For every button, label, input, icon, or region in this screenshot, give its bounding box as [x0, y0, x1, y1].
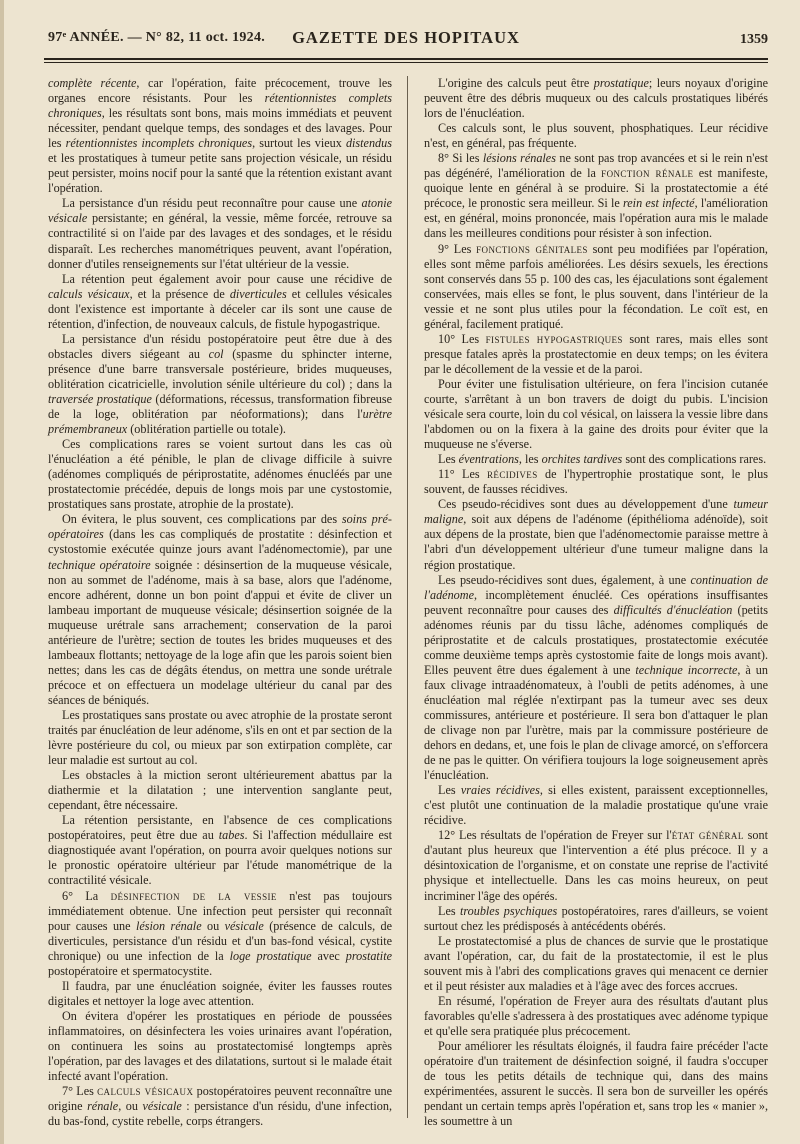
text: Les: [438, 452, 459, 467]
text: , les résultats sont bons, mais moins immédiats et peuvent nécessiter, pendant quelque temps, des sondages et des lavages. Pour les: [48, 106, 392, 151]
text: , incomplètement énucléé. Ces opérations insuffisantes peuvent reconnaître pour causes des: [424, 587, 768, 617]
text: (oblitération partielle ou totale).: [127, 422, 286, 437]
text: sont d'autant plus heureux que l'intervention a été plus précoce. Il y a désintoxication de l'organisme, et on constate une reprise de l'activité physique et intellectuelle. Dans les cas moins heureux, on peut incriminer l'âge des opérés.: [424, 828, 768, 903]
text: est manifeste, quoique lente en général à se produire. Si la prostatectomie a été précoce, le pronostic sera meilleur. Si le: [424, 166, 768, 211]
emphasis: tumeur maligne: [424, 497, 768, 527]
right-column: [424, 76, 768, 1129]
emphasis: rein est infecté: [622, 196, 695, 211]
paragraph: [424, 242, 768, 332]
text: : persistance d'un résidu, d'une infection, du bas-fond, cystite rebelle, corps étrangers.: [48, 1099, 393, 1129]
text: postopératoires peuvent reconnaître une origine: [48, 1084, 392, 1114]
text: 12° Les résultats de l'opération de Freyer sur l': [438, 828, 672, 843]
emphasis: urètre prémembraneux: [48, 407, 392, 437]
paragraph: En résumé, l'opération de Freyer aura des résultats d'autant plus favorables qu'elle s'adressera à des prostatiques avec adénome typique et qu'elle sera pratiquée plus précocement.: [424, 993, 768, 1038]
text: Ces pseudo-récidives sont dues au développement d'une: [438, 497, 734, 512]
text: Les: [438, 903, 460, 918]
emphasis: prostatique: [593, 76, 649, 90]
header-rule-thick: [44, 58, 768, 60]
column-divider: [407, 76, 408, 1118]
paragraph: Ces calculs sont, le plus souvent, phosphatiques. Leur récidive n'est, en général, pas fréquente.: [424, 121, 768, 151]
emphasis: loge prostatique: [229, 948, 312, 963]
text: 10° Les: [438, 331, 486, 346]
emphasis: rénale: [87, 1099, 119, 1114]
text: sont rares, mais elles sont presque fatales après la prostatectomie en deux temps; on les évitera par le décollement de la vessie et de la paroi.: [424, 331, 768, 376]
text: 9° Les: [438, 241, 477, 256]
emphasis: technique incorrecte: [635, 662, 738, 677]
text: persistante; en général, la vessie, même forcée, retrouve sa contractilité si on l'aide par des lavages et des sondages, et le résidu disparaît. Les recherches manométriques peuvent, avant l'opération, donner d'utiles renseignements sur l'état ultérieur de la vessie.: [48, 211, 392, 271]
text: ne sont pas trop avancées et si le rein n'est pas dégénéré, l'amélioration de la: [424, 151, 769, 181]
text: Les: [438, 783, 461, 798]
emphasis: atonie vésicale: [48, 196, 392, 226]
body-columns: [44, 76, 769, 1129]
emphasis: continuation de l'adénome: [424, 572, 768, 602]
paragraph: [424, 332, 768, 377]
small-caps-heading: récidives: [487, 467, 538, 482]
text: et cellules vésicales dont l'existence est importante à déceler car ils sont une cause de rétention, d'infection, de nouveaux calculs, de fistule hypogastrique.: [48, 286, 392, 331]
emphasis: col: [208, 346, 224, 361]
emphasis: distendus: [345, 136, 392, 151]
paragraph: [424, 467, 768, 497]
left-column: [48, 76, 392, 1129]
text: ou: [201, 918, 225, 933]
paragraph: [48, 1084, 392, 1129]
small-caps-heading: fonctions génitales: [476, 241, 588, 256]
emphasis: complète récente: [48, 76, 137, 90]
text: , et la présence de: [129, 286, 230, 301]
small-caps-heading: état général: [671, 828, 744, 843]
text: La rétention peut également avoir pour cause une récidive de: [62, 271, 392, 286]
emphasis: soins pré-opératoires: [48, 512, 392, 542]
text: Les pseudo-récidives sont dues, également, à une: [438, 572, 691, 587]
header-rule-thin: [44, 62, 768, 63]
paragraph: [424, 76, 768, 121]
paragraph: Pour améliorer les résultats éloignés, il faudra faire précéder l'acte opératoire d'un traitement de désinfection soigné, il faudra s'occuper de tous les petits détails de technique qui, dans des mains expérimentées, assurent le succès. Il sera bon de surveiller les opérés pendant un certain temps après l'opération et, sans trop les « manier », les soumettre à un: [424, 1039, 768, 1129]
paragraph: [48, 813, 392, 888]
emphasis: diverticules: [229, 286, 287, 301]
text: , soit aux dépens de l'adénome (épithélioma adénoïde), soit aux dépens de la prostate, bien que l'adénomectomie paraisse mettre à l'abri d'un développement ultérieur d'une tumeur maligne dans la région prostatique.: [424, 512, 768, 572]
text: postopératoires, rares d'ailleurs, se voient surtout chez les prédisposés à antécédents obérés.: [424, 903, 768, 933]
text: . Si l'affection médullaire est diagnostiquée avant l'opération, on pourra avoir quelques notions sur le pronostic opératoire ultérieur par l'étude manométrique de la contractilité vésicale.: [48, 828, 393, 888]
paragraph: [424, 783, 768, 828]
paragraph: [48, 196, 392, 271]
emphasis: prostatite: [345, 948, 392, 963]
paragraph: [424, 452, 768, 467]
paragraph: [424, 904, 768, 934]
emphasis: lésion rénale: [135, 918, 202, 933]
text: 11° Les: [438, 467, 488, 482]
text: La persistance d'un résidu peut reconnaître pour cause une: [62, 196, 362, 211]
text: La rétention persistante, en l'absence de ces complications postopératoires, peut être due au: [48, 813, 392, 843]
text: 7° Les: [62, 1084, 98, 1099]
emphasis: difficultés d'énucléation: [613, 602, 733, 617]
text: (déformations, récessus, transformation fibreuse de la loge, oblitération par néoformations); dans l': [48, 391, 392, 422]
text: On évitera, le plus souvent, ces complications par des: [62, 512, 342, 527]
newspaper-page: [44, 26, 769, 1129]
text: , l'amélioration est, en général, moins prononcée, mais l'opération aura mis le malade dans les meilleures conditions pour résister à son infection.: [424, 196, 768, 241]
paragraph: [48, 512, 392, 708]
emphasis: tabes: [218, 828, 245, 843]
text: , si elles existent, paraissent exceptionnelles, c'est plutôt une continuation de la maladie prostatique qu'une vraie récidive.: [424, 783, 768, 828]
text: (dans les cas compliqués de prostatite : désinfection et cystostomie exécutée quinze jours avant l'adénomectomie), par une: [48, 527, 392, 557]
emphasis: vésicale: [224, 918, 264, 933]
small-caps-heading: fonction rénale: [601, 166, 694, 181]
paragraph: On évitera d'opérer les prostatiques en période de poussées inflammatoires, on désinfectera les voies urinaires avant l'opération, on continuera les soins au prostatectomisé longtemps après l'opération, par des lavages et des dilatations, surtout si le malade était infecté avant l'opération.: [48, 1008, 392, 1084]
emphasis: calculs vésicaux: [48, 286, 130, 301]
text: , car l'opération, faite précocement, trouve les organes encore résistants. Pour les: [48, 76, 392, 106]
paragraph: Les prostatiques sans prostate ou avec atrophie de la prostate seront traités par énucléation de leur adénome, s'ils en ont et par section de la lèvre postérieure du col, ou mieux par son extirpation complète, car leur maladie est surtout au col.: [48, 707, 392, 768]
text: (présence de calculs, de diverticules, persistance d'un résidu et d'un bas-fond vésical, cystite chronique) ou une infection de la: [48, 918, 393, 963]
page-number: 1359: [740, 32, 768, 47]
text: L'origine des calculs peut être: [438, 76, 594, 90]
text: 6° La: [62, 888, 111, 903]
emphasis: rétentionnistes incomplets chroniques: [65, 136, 253, 151]
paragraph: [48, 332, 392, 437]
paragraph: [48, 272, 392, 332]
emphasis: vésicale: [142, 1099, 182, 1114]
journal-title: GAZETTE DES HOPITAUX: [292, 28, 520, 47]
text: , à un faux clivage intraadénomateux, à l'oubli de petits adénomes, à une énucléation mal réglée n'extirpant pas la tumeur avec ses deux commissures, antérieure et postérieure. Il sera bon d'attaquer le plan de clivage non par l'urètre, mais par la commissure postérieure de dehors en dedans, et, une fois le plan de clivage amorcé, on s'efforcera de ne pas le quitter. On vérifiera toujours la loge soigneusement après l'énucléation.: [424, 662, 768, 783]
text: de l'hypertrophie prostatique sont, le plus souvent, de fausses récidives.: [424, 467, 768, 497]
text: soignée : désinsertion de la muqueuse vésicale, non au sommet de l'adénome, mais à sa base, alors que l'adénome, encore adhérent, donne un bon point d'appui et évite de cliver un lambeau important de muqueuse vésicale; désinsertion soignée de la muqueuse urétrale sans arrachement; conservation de la paroi antérieure de l'urètre; section de toutes les brides muqueuses et des lambeaux flottants; nettoyage de la loge afin que les parois soient bien nettes; dans les cas de dégâts étendus, on mettra une sonde urétrale précoce et on effectuera un modelage ultérieur du canal par des séances de béniqués.: [48, 557, 392, 707]
text: , les: [518, 452, 542, 467]
small-caps-heading: désinfection de la vessie: [110, 888, 277, 903]
text: avec: [311, 948, 346, 963]
text: (petits adénomes réunis par du tissu lâche, adénomes compliqués de périprostatite et de calculs prostatiques, prostatectomie exécutée comme deuxième temps après cystostomie faite de longs mois avant). Elles peuvent être dues également à une: [424, 602, 768, 677]
paragraph: [424, 828, 768, 903]
text: n'est pas toujours immédiatement obtenue. Une infection peut persister qui reconnaît pour causes une: [48, 888, 392, 933]
paragraph: [48, 889, 392, 979]
page-header: [44, 26, 768, 56]
paragraph: [424, 573, 768, 784]
emphasis: vraies récidives: [460, 783, 540, 798]
paragraph: Les obstacles à la miction seront ultérieurement abattus par la diathermie et la dilatation ; une intervention sanglante peut, cependant, être nécessaire.: [48, 768, 392, 813]
page-edge-shadow: [0, 0, 4, 1144]
text: La persistance d'un résidu postopératoire peut être due à des obstacles divers siégeant au: [48, 331, 392, 361]
paragraph: [48, 76, 392, 196]
text: et les prostatiques à tumeur petite sans projection vésicale, un résidu peut persister, moins nocif pour la santé que la rétention existant avant l'opération.: [48, 151, 392, 196]
emphasis: rétentionnistes complets chroniques: [48, 91, 392, 121]
emphasis: technique opératoire: [48, 557, 151, 572]
small-caps-heading: fistules hypogastriques: [485, 331, 623, 346]
paragraph: Le prostatectomisé a plus de chances de survie que le prostatique avant l'opération, car, du fait de la prostatectomie, il est le plus souvent mis à l'abri des complications graves qui menacent ce dernier et il peut résister aux maladies et à l'âge avec des forces accrues.: [424, 933, 768, 993]
text: ; leurs noyaux d'origine peuvent être des débris muqueux ou des calculs prostatiques libérés lors de l'énucléation.: [424, 76, 768, 121]
paragraph: Il faudra, par une énucléation soignée, éviter les fausses routes digitales et nettoyer la loge avec attention.: [48, 978, 392, 1008]
text: sont peu modifiées par l'opération, elles sont même parfois améliorées. Les désirs sexuels, les érections sont conservés dans 55 p. 100 des cas, les éjaculations sont également conservées, mais elles se font, le plus souvent, dans l'intérieur de la vessie et ne sont plus utiles pour la fécondation. Le coït est, en général, facilement pratiqué.: [424, 241, 768, 331]
paragraph: [424, 497, 768, 572]
paragraph: Ces complications rares se voient surtout dans les cas où l'énucléation a été pénible, le plan de clivage difficile à suivre (adénomes compliqués de périprostatite, adénomes énucléés par une prostatectomie précédée, depuis de longs mois par une cystostomie, prostatiques sans prostate, atrophie de la prostate).: [48, 437, 392, 512]
emphasis: orchites tardives: [541, 452, 623, 467]
emphasis: éventrations: [458, 452, 519, 467]
text: sont des complications rares.: [622, 452, 767, 467]
issue-info: 97ᵉ ANNÉE. — N° 82, 11 oct. 1924.: [48, 30, 266, 45]
small-caps-heading: calculs vésicaux: [97, 1084, 194, 1099]
text: , ou: [118, 1099, 143, 1114]
text: , surtout les vieux: [252, 136, 346, 151]
emphasis: lésions rénales: [482, 151, 556, 166]
emphasis: traversée prostatique: [48, 391, 152, 406]
text: (spasme du sphincter interne, présence d'une barre transversale postérieure, brides muqueuses, oblitération cicatricielle, involution sénile ultérieure du col) ; dans la: [48, 346, 392, 391]
paragraph: Pour éviter une fistulisation ultérieure, on fera l'incision cutanée courte, s'arrêtant à un bon travers de doigt du pubis. L'incision vésicale sera courte, loin du col vésical, on laissera la vessie libre dans l'abdomen ou on la fixera à la gaine des droits pour éviter que la muqueuse ne s'éverse.: [424, 376, 768, 452]
text: 8° Si les: [438, 151, 483, 166]
text: postopératoire et spermatocystite.: [48, 963, 213, 978]
emphasis: troubles psychiques: [459, 903, 558, 918]
paragraph: [424, 151, 768, 241]
